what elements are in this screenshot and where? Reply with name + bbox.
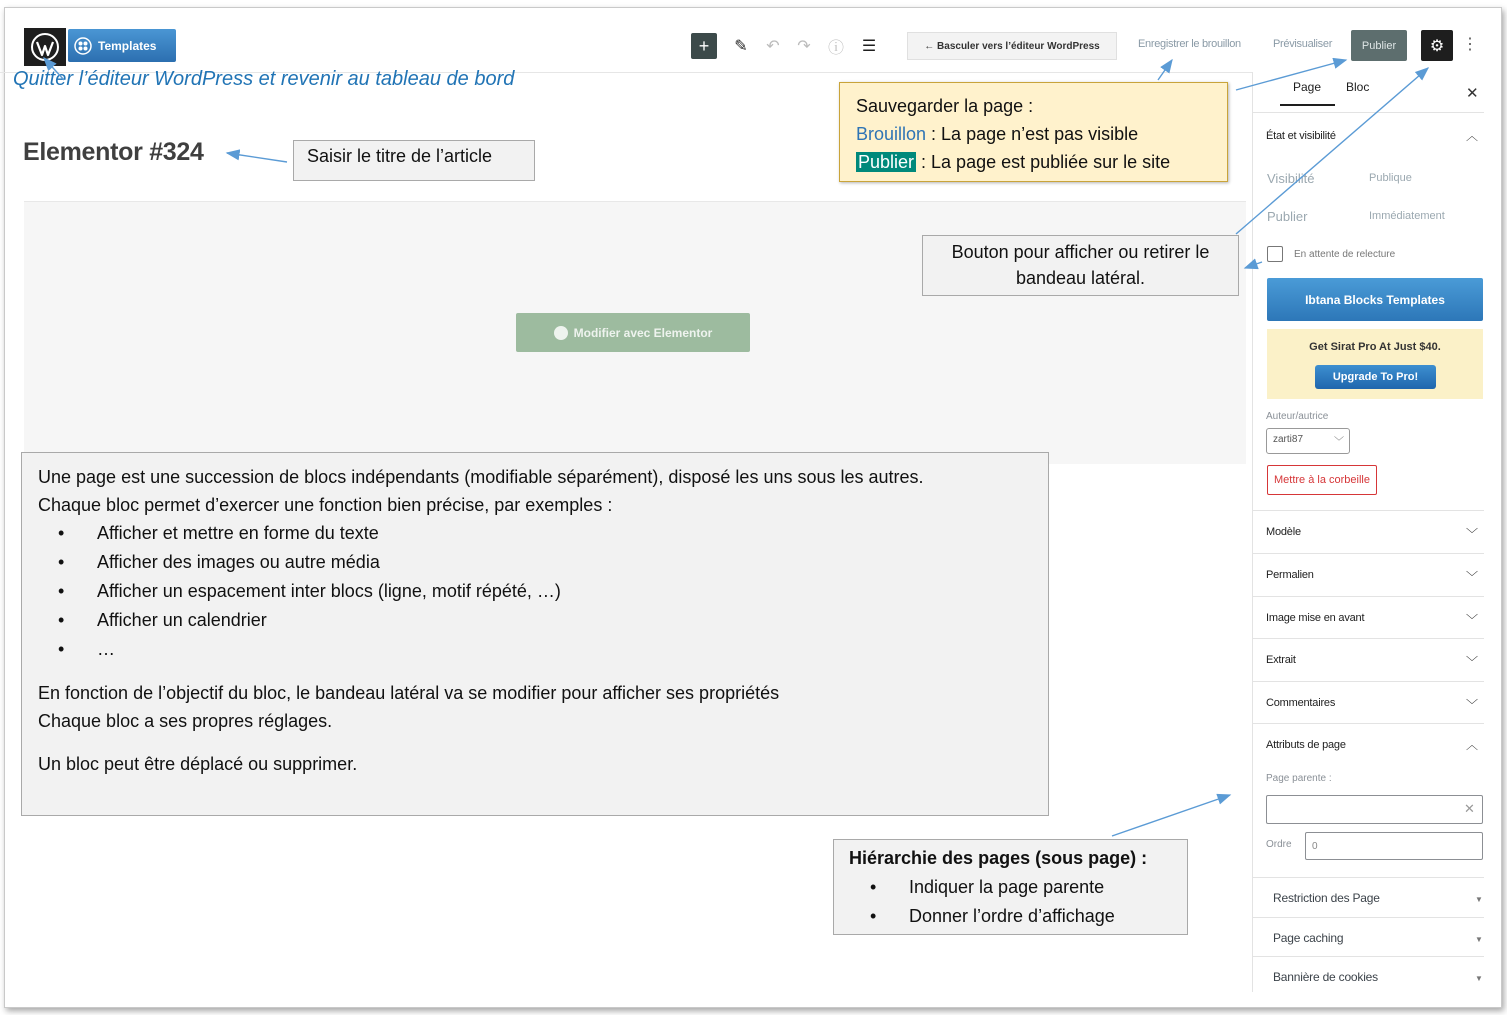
status-visibility-heading[interactable]: État et visibilité	[1266, 130, 1336, 142]
parent-page-label: Page parente :	[1266, 773, 1332, 784]
panel-restriction[interactable]: Restriction des Page	[1273, 891, 1380, 905]
switch-editor-button[interactable]: ← Basculer vers l’éditeur WordPress	[907, 32, 1117, 60]
close-icon: ✕	[1466, 85, 1479, 102]
chevron-down-icon: ﹀	[1334, 437, 1344, 448]
visibility-label: Visibilité	[1267, 171, 1315, 186]
publish-button[interactable]: Publier	[1351, 30, 1407, 61]
trash-button[interactable]: Mettre à la corbeille	[1267, 465, 1377, 495]
blocks-line-3: En fonction de l’objectif du bloc, le bandeau latéral va se modifier pour afficher ses propriétés	[38, 683, 780, 703]
visibility-value[interactable]: Publique	[1369, 172, 1412, 184]
blocks-line-1: Une page est une succession de blocs indépendants (modifiable séparément), disposé les uns sous les autres.	[38, 467, 924, 487]
publish-text: : La page est publiée sur le site	[916, 152, 1171, 172]
pending-review-label: En attente de relecture	[1294, 249, 1396, 260]
blocks-line-2: Chaque bloc permet d’exercer une fonction bien précise, par exemples :	[38, 495, 613, 515]
tab-block[interactable]: Bloc	[1346, 80, 1370, 94]
arrow-sidebar-panel	[1245, 262, 1262, 268]
list-item: • Afficher et mettre en forme du texte	[97, 519, 1048, 548]
order-label: Ordre	[1266, 839, 1292, 850]
chevron-down-icon[interactable]: ﹀	[1466, 527, 1479, 541]
publish-date-value[interactable]: Immédiatement	[1369, 210, 1445, 222]
order-input[interactable]: 0	[1305, 832, 1483, 860]
panel-permalink[interactable]: Permalien	[1266, 569, 1314, 581]
save-callout-line1: Sauvegarder la page :	[856, 96, 1034, 116]
arrow-title	[227, 153, 287, 162]
upgrade-button[interactable]: Upgrade To Pro!	[1315, 365, 1436, 389]
arrow-publish	[1236, 60, 1346, 90]
tab-page[interactable]: Page	[1293, 80, 1322, 94]
chevron-up-icon[interactable]: ︿	[1466, 129, 1479, 143]
ibtana-templates-button[interactable]: Ibtana Blocks Templates	[1267, 278, 1483, 321]
panel-page-attributes[interactable]: Attributs de page	[1266, 739, 1346, 751]
draft-word: Brouillon	[856, 124, 927, 144]
sidebar-toggle-callout: Bouton pour afficher ou retirer le bandeau latéral.	[922, 235, 1239, 296]
panel-cookie-banner[interactable]: Bannière de cookies	[1273, 970, 1378, 984]
panel-template[interactable]: Modèle	[1266, 526, 1301, 538]
preview-link[interactable]: Prévisualiser	[1273, 38, 1333, 50]
kebab-icon: ⋮	[1462, 36, 1478, 53]
triangle-down-icon[interactable]: ▼	[1475, 974, 1483, 983]
post-title-input[interactable]: Elementor #324	[23, 138, 204, 166]
sirat-promo-text: Get Sirat Pro At Just $40.	[1309, 341, 1441, 353]
undo-icon: ↶	[766, 38, 780, 55]
elementor-button-label: Modifier avec Elementor	[573, 325, 713, 340]
list-item: • Afficher un calendrier	[97, 606, 1048, 635]
author-value: zarti87	[1273, 434, 1304, 445]
panel-comments[interactable]: Commentaires	[1266, 697, 1336, 709]
save-draft-link[interactable]: Enregistrer le brouillon	[1138, 38, 1241, 50]
hierarchy-title: Hiérarchie des pages (sous page) :	[849, 848, 1148, 868]
pencil-icon: ✎	[734, 38, 748, 55]
list-icon: ☰	[861, 38, 877, 55]
draft-text: : La page n’est pas visible	[926, 124, 1139, 144]
list-item: • Afficher des images ou autre média	[97, 548, 1048, 577]
panel-excerpt[interactable]: Extrait	[1266, 654, 1296, 666]
chevron-down-icon[interactable]: ﹀	[1466, 613, 1479, 627]
triangle-down-icon[interactable]: ▼	[1475, 895, 1483, 904]
arrow-hierarchy	[1112, 795, 1230, 836]
title-callout: Saisir le titre de l’article	[293, 140, 535, 181]
list-item: • Donner l’ordre d’affichage	[909, 902, 1187, 931]
list-item: • …	[97, 635, 1048, 664]
blocks-line-5: Un bloc peut être déplacé ou supprimer.	[38, 754, 358, 774]
publish-date-label: Publier	[1267, 209, 1308, 224]
author-label: Auteur/autrice	[1266, 411, 1329, 422]
plus-icon: +	[698, 35, 710, 56]
templates-label: Templates	[98, 38, 157, 53]
chevron-down-icon[interactable]: ﹀	[1466, 570, 1479, 584]
triangle-down-icon[interactable]: ▼	[1475, 935, 1483, 944]
arrow-save-draft	[1158, 60, 1172, 80]
arrow-quit	[44, 58, 64, 80]
blocks-line-4: Chaque bloc a ses propres réglages.	[38, 711, 333, 731]
list-item: • Afficher un espacement inter blocs (ligne, motif répété, …)	[97, 577, 1048, 606]
arrow-sidebar-toggle	[1236, 68, 1428, 234]
info-icon: ⓘ	[827, 39, 844, 57]
list-item: • Indiquer la page parente	[909, 873, 1187, 902]
publish-word: Publier	[858, 152, 915, 172]
clear-icon[interactable]: ✕	[1464, 801, 1475, 816]
chevron-down-icon[interactable]: ﹀	[1466, 698, 1479, 712]
redo-icon: ↷	[797, 38, 811, 55]
panel-page-caching[interactable]: Page caching	[1273, 931, 1344, 945]
quit-caption: Quitter l’éditeur WordPress et revenir au tableau de bord	[13, 68, 515, 90]
gear-icon: ⚙	[1429, 37, 1445, 55]
chevron-up-icon[interactable]: ︿	[1466, 738, 1479, 752]
panel-featured-image[interactable]: Image mise en avant	[1266, 612, 1365, 624]
chevron-down-icon[interactable]: ﹀	[1466, 655, 1479, 669]
